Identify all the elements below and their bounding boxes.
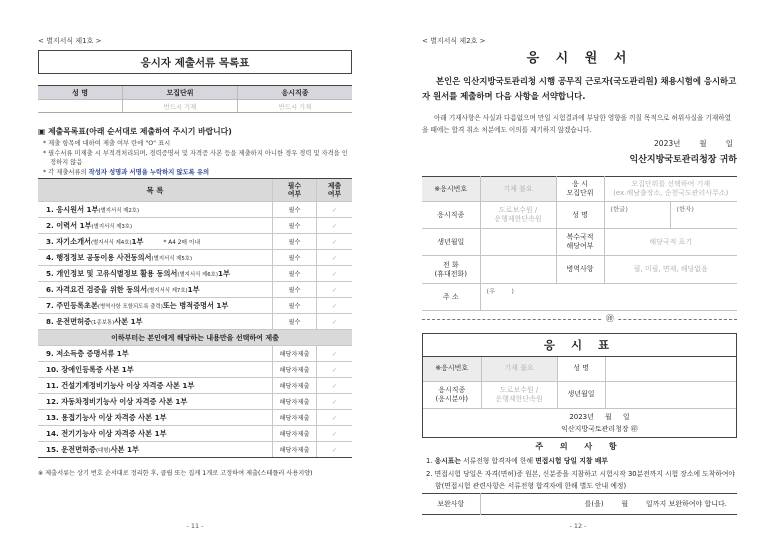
item-required-status: 필수: [272, 282, 316, 297]
item-label: [38, 250, 272, 265]
optional-item-row: [38, 409, 352, 425]
required-item-row: [38, 233, 352, 249]
birth-date-field: [480, 229, 556, 256]
note-item: * 제출 항목에 대하여 제출 여부 란에 "O" 표시: [43, 140, 171, 147]
military-label: 병역사항: [556, 256, 604, 284]
item-form-ref: (별지서식 제6호): [177, 271, 218, 278]
item-required-status: 필수: [272, 314, 316, 329]
caution-item: 2. 면접시험 당일은 자격(면허)증 원본, 신분증을 지참하고 시험시작 30분전까지 시험 장소에 도착하여야 함(면접시험 관련사항은 서류전형 합격자에 한해 별도 안내 예정): [426, 469, 735, 490]
item-note: * A4 2매 이내: [163, 240, 201, 246]
item-form-ref: (별지서식 제5호): [151, 255, 193, 262]
name-label: 성 명: [556, 202, 604, 229]
item-submitted-check: ✓: [316, 410, 352, 425]
item-submitted-check: ✓: [316, 394, 352, 409]
required-item-row: [38, 217, 352, 233]
ticket-date: 2023년 월 일: [569, 412, 630, 421]
label-line: 복수국적: [566, 233, 594, 241]
item-title: 7. 주민등록초본: [46, 300, 98, 310]
item-title: 14. 전기기능사 이상 자격증 사본 1부: [46, 428, 167, 438]
addressee: 익산지방국토관리청장 귀하: [629, 155, 737, 165]
item-label: [38, 442, 272, 457]
optional-item-row: [38, 361, 352, 377]
header-line: 여부: [327, 190, 342, 198]
ticket-row: [423, 357, 736, 381]
item-title: 11. 건설기계정비기능사 이상 자격증 사본 1부: [46, 380, 195, 390]
item-label: [38, 314, 272, 329]
item-title: 13. 용접기능사 이상 자격증 사본 1부: [46, 412, 167, 422]
item-title: 10. 장애인등록증 사본 1부: [46, 364, 134, 374]
required-item-row: [38, 265, 352, 281]
label-line: 해당여부: [566, 242, 594, 250]
ticket-job-value: [481, 381, 557, 408]
value-recruit-unit: 반드시 기재: [122, 100, 237, 112]
item-required-status: 해당자제출: [272, 394, 316, 409]
required-item-row: [38, 281, 352, 297]
supplement-label: 보완사항: [437, 500, 465, 508]
item-required-status: 필수: [272, 250, 316, 265]
hint-line: 도로보수원 /: [498, 206, 538, 214]
item-required-status: 필수: [272, 234, 316, 249]
ticket-name-label: 성 명: [557, 357, 605, 381]
item-label: [38, 410, 272, 425]
item-tail: 또는 병적증명서 1부: [162, 300, 229, 310]
caution-bold-text: 면접시험 당일 지참 배부: [535, 457, 608, 465]
item-form-ref: (별지서식 제3호): [91, 223, 133, 230]
item-required-status: 해당자제출: [272, 378, 316, 393]
ticket-table: [423, 357, 736, 437]
phone-field: [480, 256, 556, 284]
label-line: (응시분야): [435, 394, 468, 403]
item-submitted-check: ✓: [316, 346, 352, 361]
declaration-paragraph: 아래 기재사항은 사실과 다름없으며 만일 시험결과에 부당한 영향을 끼칠 목적으로 허위사실을 기재하였을 때에는 합격 취소 처분에도 이의를 제기하지 않겠습니다.: [422, 114, 731, 134]
required-item-row: [38, 201, 352, 217]
item-submitted-check: ✓: [316, 266, 352, 281]
optional-item-row: [38, 393, 352, 409]
item-tail: 1부: [187, 284, 200, 294]
list-header-item: 목 록: [146, 185, 164, 195]
item-title: 3. 자기소개서: [46, 236, 91, 246]
form-row: [422, 256, 737, 284]
header-recruit-unit: 모집단위: [122, 86, 237, 99]
application-form-table: [422, 176, 737, 311]
phone-label: [422, 256, 480, 284]
caution-number: 1.: [426, 457, 435, 465]
item-form-ref: (별지서식 제2호): [98, 207, 140, 214]
optional-item-row: [38, 425, 352, 441]
header-line: 여부: [287, 190, 302, 198]
item-title: 2. 이력서 1부: [46, 220, 92, 230]
caution-list: [426, 455, 737, 493]
item-required-status: 해당자제출: [272, 426, 316, 441]
dual-nationality-value: 해당국적 표기: [604, 229, 737, 256]
item-label: [38, 362, 272, 377]
name-korean-field: (한글): [604, 202, 670, 229]
item-label: [38, 394, 272, 409]
recruit-unit-value: [604, 177, 737, 202]
form-number-label: < 별지서식 제2호 >: [422, 37, 486, 45]
optional-item-row: [38, 441, 352, 457]
item-label: [38, 234, 272, 249]
dual-nationality-label: [556, 229, 604, 256]
item-title: 6. 자격요건 검증을 위한 동의서: [46, 284, 148, 294]
item-form-ref: (별지서식 제7호): [147, 287, 188, 294]
label-line: 전 화: [442, 260, 459, 269]
item-required-status: 필수: [272, 298, 316, 313]
form-row: [422, 229, 737, 256]
ticket-issue-row: [423, 408, 736, 437]
supplement-table: [422, 493, 737, 515]
item-submitted-check: ✓: [316, 250, 352, 265]
value-job-type: 반드시 기재: [237, 100, 352, 112]
optional-item-row: [38, 345, 352, 361]
item-submitted-check: ✓: [316, 218, 352, 233]
item-form-ref: (1종보통): [90, 319, 115, 326]
item-label: [38, 426, 272, 441]
header-name: 성 명: [72, 88, 88, 97]
info-header-row: [38, 86, 352, 99]
note-item-emphasis: [43, 168, 349, 178]
required-item-row: [38, 249, 352, 265]
item-required-status: 해당자제출: [272, 346, 316, 361]
item-form-ref: (병역사항 포함되도록 출력): [97, 303, 163, 310]
form-row: [422, 284, 737, 311]
header-line: 필수: [287, 181, 302, 190]
item-required-status: 해당자제출: [272, 442, 316, 457]
hint-line: 운행제한단속원: [495, 394, 543, 403]
page-number-right: - 12 -: [569, 522, 587, 530]
seal-icon: ㊞: [630, 424, 638, 433]
item-submitted-check: ✓: [316, 378, 352, 393]
value-name: [38, 100, 122, 112]
hint-line: 도로보수원 /: [499, 385, 539, 394]
exam-ticket: [422, 333, 737, 438]
form-row: [422, 177, 737, 202]
address-field: (우 ): [480, 284, 737, 311]
ticket-issuer: 익산지방국토관리청장: [561, 424, 629, 433]
label-line: 응 시: [572, 180, 588, 188]
instruction-notes: [43, 139, 349, 177]
header-line: 제출: [327, 181, 342, 190]
exam-number-value: 기재 불요: [480, 177, 556, 202]
item-label: [38, 282, 272, 297]
ticket-birth-field: [605, 381, 736, 408]
info-value-row: [38, 99, 352, 112]
caution-title: 주 의 사 항: [535, 442, 624, 451]
name-hanja-field: (한자): [670, 202, 737, 229]
item-required-status: 필수: [272, 218, 316, 233]
optional-items-group: [38, 345, 352, 457]
item-submitted-check: ✓: [316, 298, 352, 313]
item-title: 4. 행정정보 공동이용 사전동의서: [46, 252, 152, 262]
item-submitted-check: ✓: [316, 314, 352, 329]
recruit-unit-label: [556, 177, 604, 202]
ticket-issue-block: [423, 408, 736, 437]
cut-line: [422, 319, 737, 320]
item-required-status: 해당자제출: [272, 362, 316, 377]
caution-bold-text: 응시표는: [434, 457, 461, 465]
label-line: 모집단위: [566, 189, 594, 197]
ticket-name-field: [605, 357, 736, 381]
item-title: 1. 응시원서 1부: [46, 204, 99, 214]
ticket-birth-label: 생년월일: [557, 381, 605, 408]
required-item-row: [38, 297, 352, 313]
hint-line: 운행제한단속원: [494, 215, 542, 223]
application-title: 응 시 원 서: [526, 51, 633, 66]
hint-line: 모집단위를 선택하여 기재: [631, 180, 711, 188]
form-number-label: < 별지서식 제1호 >: [38, 37, 102, 45]
item-label: [38, 298, 272, 313]
job-type-label: 응시직종: [422, 202, 480, 229]
list-header-submitted-text: [328, 182, 341, 199]
page-number-left: - 11 -: [186, 522, 204, 530]
item-submitted-check: ✓: [316, 282, 352, 297]
ticket-title: 응 시 표: [423, 334, 736, 357]
item-submitted-check: ✓: [316, 362, 352, 377]
item-submitted-check: ✓: [316, 426, 352, 441]
address-label: 주 소: [422, 284, 480, 311]
supplement-row: [422, 494, 737, 515]
item-submitted-check: ✓: [316, 202, 352, 217]
item-title: 8. 운전면허증: [46, 316, 91, 326]
header-job-type: 응시직종: [237, 86, 352, 99]
item-title: 12. 자동차정비기능사 이상 자격증 사본 1부: [46, 396, 188, 406]
military-value: 필, 미필, 면제, 해당없음: [604, 256, 737, 284]
item-label: [38, 346, 272, 361]
list-header-required-text: [288, 182, 301, 199]
caution-item: [426, 455, 737, 468]
section-heading: ▣ 제출목록표(아래 순서대로 제출하여 주시기 바랍니다): [38, 127, 232, 136]
page-title: 응시자 제출서류 목록표: [38, 50, 352, 74]
optional-section-row: 이하부터는 본인에게 해당하는 내용만을 선택하여 제출: [38, 329, 352, 345]
pledge-paragraph: 본인은 익산지방국토관리청 시행 공무직 근로자(국도관리원) 채용시험에 응시하고자 원서를 제출하며 다음 사항을 서약합니다.: [422, 76, 737, 101]
item-title: 15. 운전면허증: [46, 444, 96, 454]
list-header-row: [38, 179, 352, 201]
item-form-ref: (대형): [95, 447, 111, 454]
item-label: [38, 218, 272, 233]
item-submitted-check: ✓: [316, 234, 352, 249]
item-label: [38, 202, 272, 217]
submission-footnote: ※ 제출서류는 상기 번호 순서대로 정리한 후, 클립 또는 집게 1개로 고정하여 제출(스테플러 사용지양): [38, 470, 313, 477]
item-required-status: 필수: [272, 202, 316, 217]
birth-date-label: 생년월일: [422, 229, 480, 256]
note-prefix: * 각 제출서류의: [43, 168, 89, 176]
supplement-text: 를(을) 월 일까지 보완하여야 합니다.: [480, 494, 737, 515]
list-header-submitted: [316, 179, 352, 201]
item-required-status: 해당자제출: [272, 410, 316, 425]
exam-number-label: ※응시번호: [422, 177, 480, 202]
application-date: 2023년 월 일: [654, 139, 733, 148]
label-line: (휴대전화): [434, 269, 467, 278]
item-title: 5. 개인정보 및 고유식별정보 활용 동의서: [46, 268, 178, 278]
applicant-info-table: [38, 85, 352, 113]
item-title: 9. 저소득층 증명서류 1부: [46, 348, 129, 358]
item-tail: 사본 1부: [114, 316, 143, 326]
item-form-ref: (별지서식 제4호): [90, 239, 132, 246]
optional-item-row: [38, 377, 352, 393]
label-line: 응시직종: [438, 385, 466, 394]
item-submitted-check: ✓: [316, 442, 352, 457]
submission-list-table: [38, 178, 352, 458]
note-item: * 필수서류 미제출 시 부적격처리되며, 경력증명서 및 자격증 사본 등을 제출하지 아니한 경우 경력 및 자격을 인정하지 않음: [43, 149, 348, 167]
ticket-row: [423, 381, 736, 408]
hint-line: (ex.해남출장소, 순천국도관리사무소): [613, 189, 729, 197]
item-tail: 사본 1부: [110, 444, 139, 454]
job-type-value: [480, 202, 556, 229]
form-row: [422, 202, 737, 229]
note-emphasis-text: 작성자 성명과 서명을 누락하지 않도록 유의: [88, 168, 210, 176]
item-tail: 1부: [131, 236, 144, 246]
list-header-required: [272, 179, 316, 201]
ticket-exam-number-value: 기재 불요: [481, 357, 557, 381]
required-item-row: [38, 313, 352, 329]
item-label: [38, 266, 272, 281]
item-required-status: 필수: [272, 266, 316, 281]
required-items-group: [38, 201, 352, 329]
ticket-issuer-line: [463, 423, 736, 435]
ticket-exam-number-label: ※응시번호: [423, 357, 481, 381]
seal-icon: ㊞: [602, 313, 618, 325]
item-tail: 1부: [217, 268, 230, 278]
ticket-job-label: [423, 381, 481, 408]
caution-text: 서류전형 합격자에 한해: [460, 457, 536, 465]
item-label: [38, 378, 272, 393]
